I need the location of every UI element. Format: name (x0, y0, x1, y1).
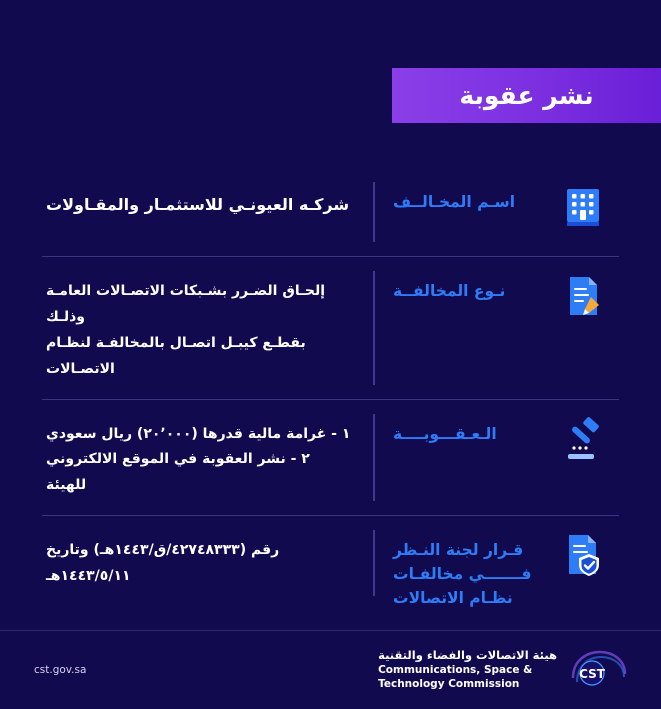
row-value-cell (40, 516, 373, 606)
row-icon-cell (545, 516, 621, 580)
row-value-line: ٢ - نشر العقوبة في الموقع الالكتروني للهيئة (46, 451, 310, 494)
row-label: قـرار لجنة النـظر (393, 541, 524, 560)
row-separator (373, 182, 375, 242)
footer (0, 630, 661, 709)
row-value-cell (40, 168, 373, 236)
row-label: اسـم المخـالــف (393, 193, 516, 211)
row-value-line: شركـه العيونـي للاستثمـار والمقـاولات (46, 195, 350, 214)
row-icon-cell (545, 400, 621, 464)
row-label-cell (375, 516, 545, 610)
table-row (40, 257, 621, 399)
document-edit-icon (558, 271, 608, 321)
row-value-line: بقطـع كيبـل اتصـال بالمخالفـة لنظـام الاتصـالات (46, 334, 306, 377)
gavel-icon (558, 414, 608, 464)
building-icon (558, 182, 608, 232)
cst-logo-icon (569, 648, 631, 692)
details-table (0, 168, 661, 610)
page-title: نشر عقوبة (459, 81, 594, 110)
brand-name-ar: هيئة الاتصالات والفضاء والتقنية (378, 647, 557, 662)
row-value-line: إلحـاق الضـرر بشـبكات الاتصـالات العامـة وذلـك (46, 283, 326, 325)
table-row (40, 400, 621, 516)
row-separator (373, 271, 375, 385)
header-banner (392, 68, 661, 123)
brand-name-en-line1: Communications, Space & (378, 664, 533, 677)
row-label: الـعـقـــوبــــة (393, 424, 497, 443)
table-row (40, 516, 621, 610)
row-label: فـــــــي مخالفـات (393, 565, 532, 584)
row-icon-cell (545, 257, 621, 321)
row-label-cell (375, 168, 545, 214)
row-value-line: رقم (٤٢٧٤٨٣٣٣/ق/١٤٤٣هـ) وتاريخ ١٤٤٣/٥/١١هـ (46, 542, 280, 585)
row-label: نظـام الاتصالات (393, 589, 513, 608)
row-value-cell (40, 257, 373, 399)
svg-text:CST: CST (579, 666, 605, 681)
row-label-cell (375, 257, 545, 303)
website-url[interactable]: cst.gov.sa (34, 663, 87, 676)
verified-document-icon (558, 530, 608, 580)
brand-name-en-line2: Technology Commission (378, 678, 520, 691)
row-value-line: ١ - غرامة مالية قدرها (٢٠٬٠٠٠) ريال سعودي (46, 425, 351, 442)
brand-lockup (378, 648, 631, 692)
row-icon-cell (545, 168, 621, 232)
row-label: نـوع المخالفــة (393, 282, 506, 300)
row-separator (373, 414, 375, 502)
row-label-cell (375, 400, 545, 446)
brand-text (378, 648, 557, 692)
table-row (40, 168, 621, 256)
row-value-cell (40, 400, 373, 516)
row-separator (373, 530, 375, 596)
